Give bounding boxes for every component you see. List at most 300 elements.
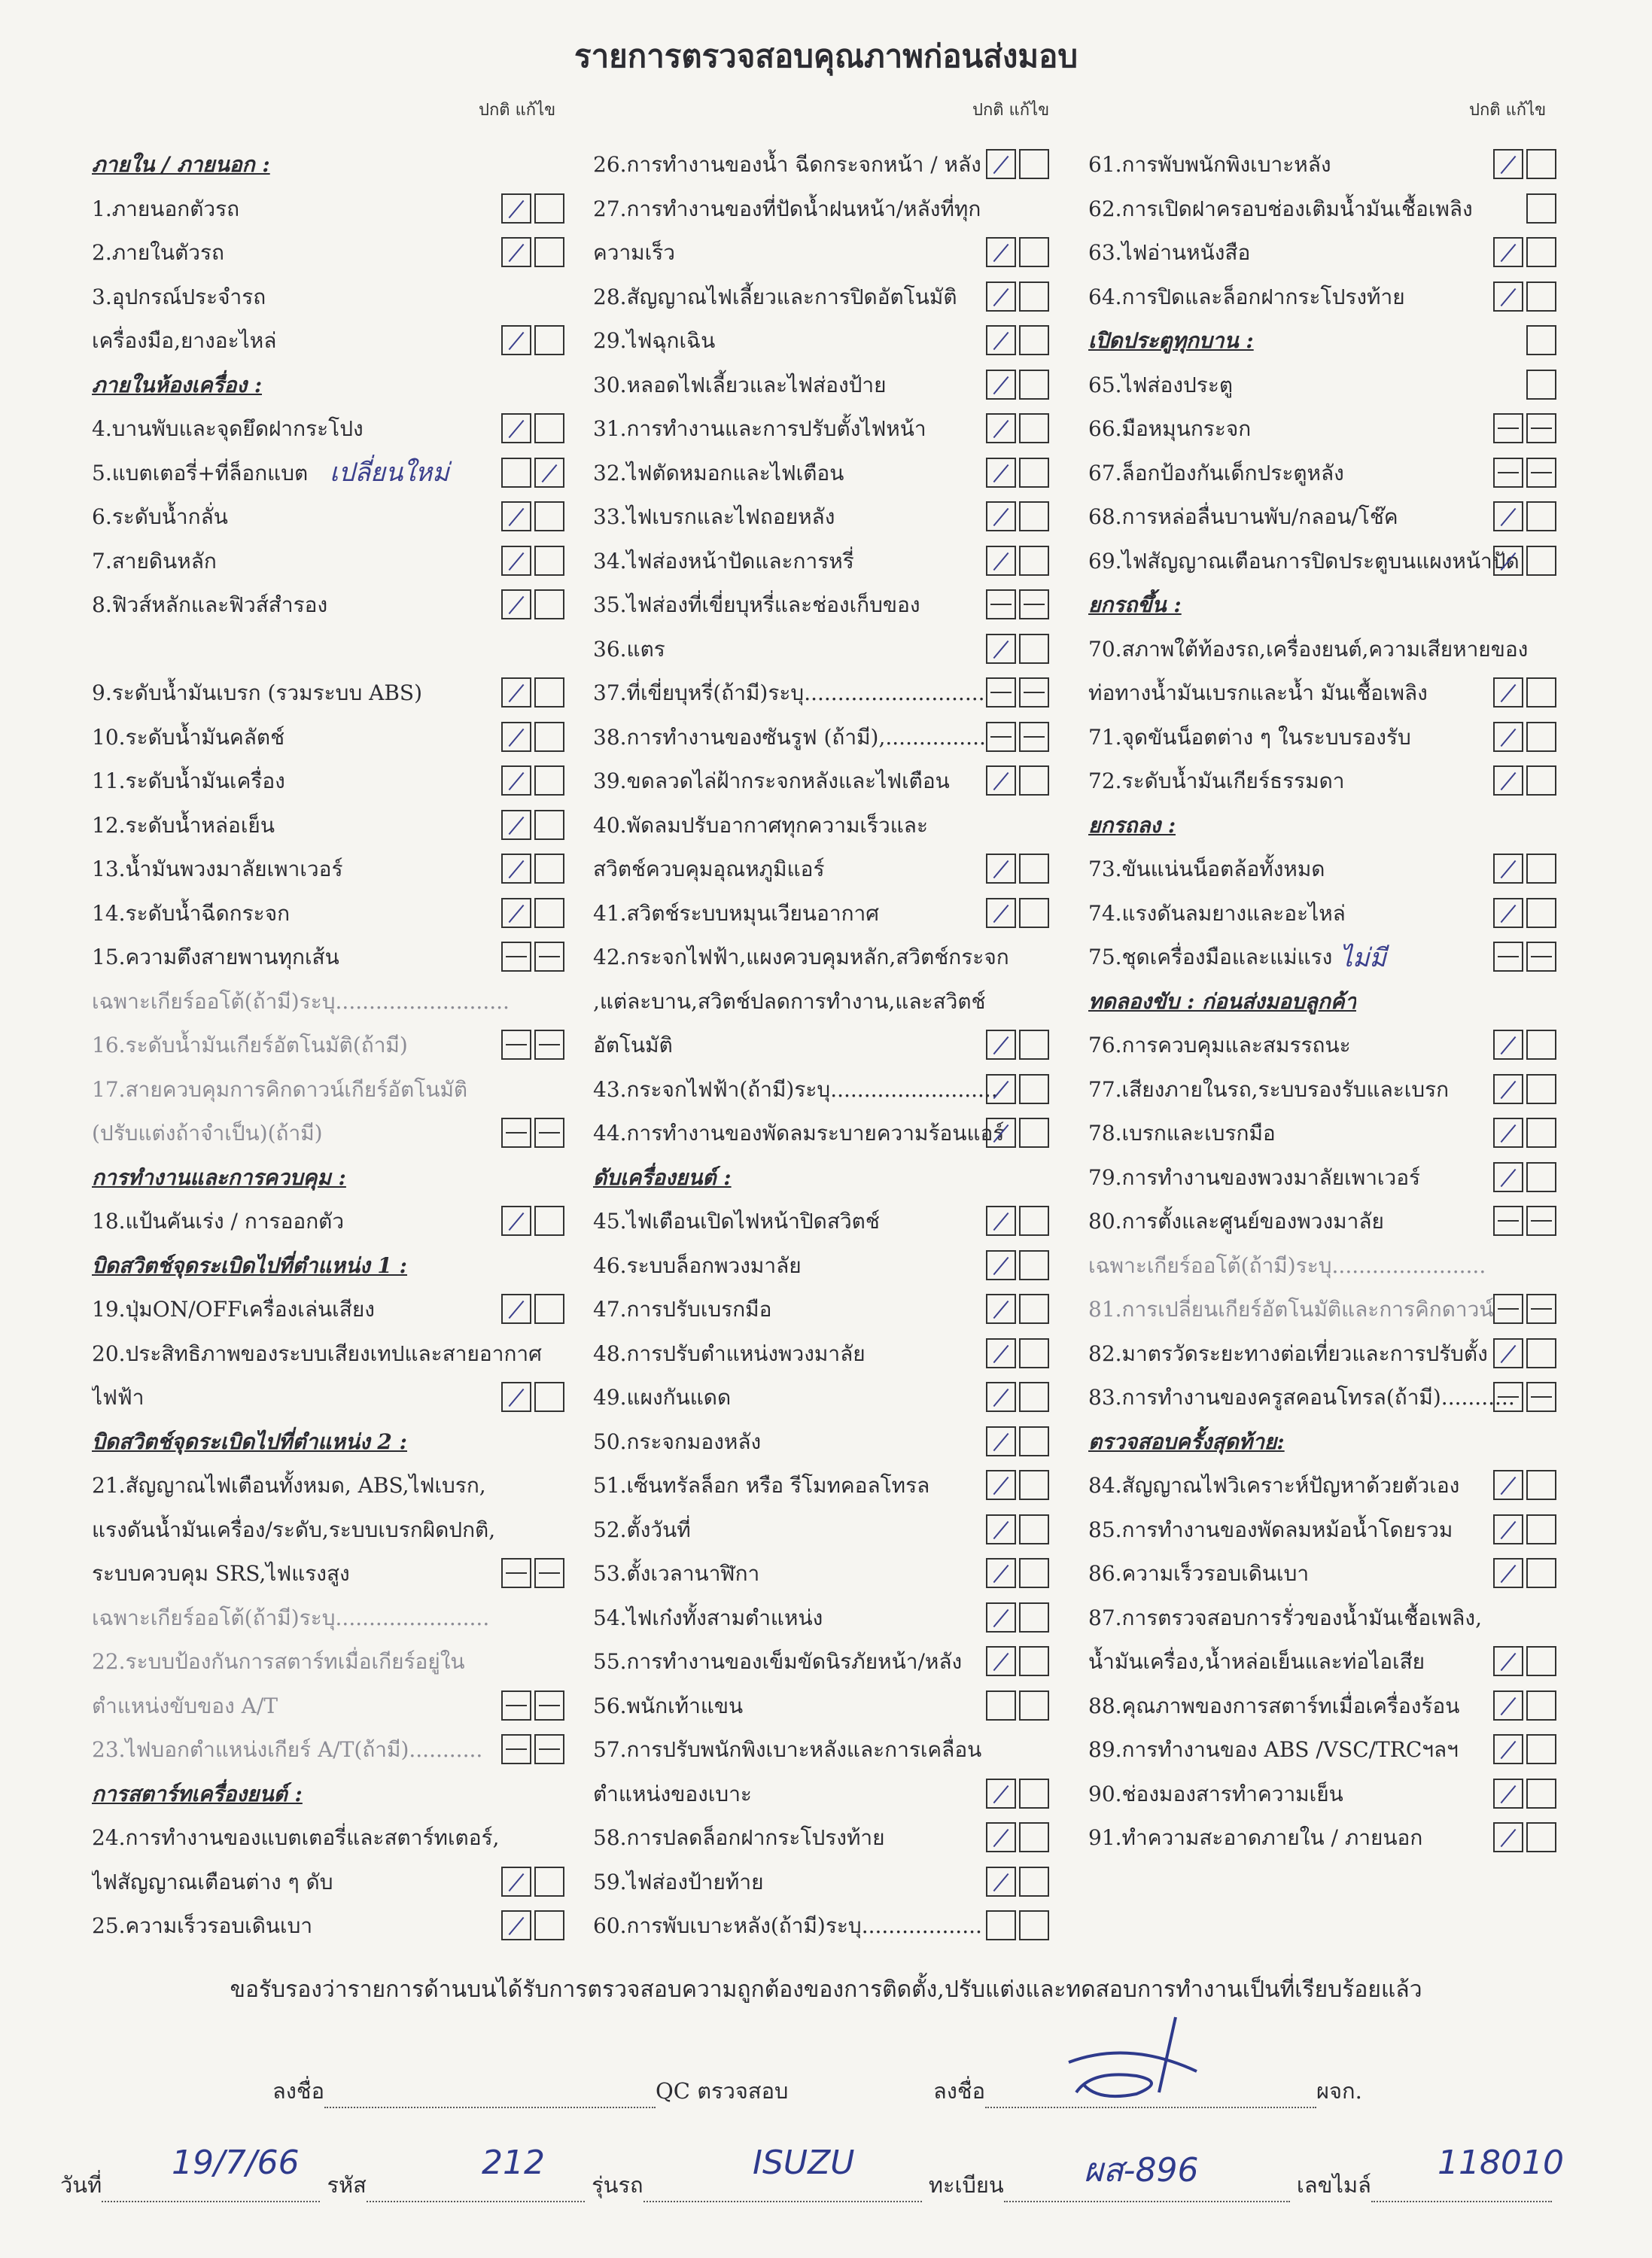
item-label: 13.น้ำมันพวงมาลัยเพาเวอร์ [92,857,343,882]
fix-checkbox[interactable] [534,193,564,224]
fix-checkbox[interactable] [534,1030,564,1060]
normal-checkbox[interactable] [986,1338,1016,1368]
section-heading [92,1156,564,1201]
normal-checkbox[interactable] [501,1294,531,1324]
normal-checkbox[interactable] [1493,765,1523,796]
fix-checkbox[interactable] [1019,589,1049,619]
fix-checkbox[interactable] [534,589,564,619]
checklist-item [92,231,564,275]
checklist-item [1088,364,1556,408]
checklist-item [92,407,564,452]
fix-checkbox[interactable] [1526,1690,1556,1721]
fix-checkbox[interactable] [1526,1470,1556,1500]
normal-checkbox[interactable] [986,413,1016,443]
fix-checkbox[interactable] [1019,458,1049,488]
checklist-item [593,671,1049,716]
fix-checkbox[interactable] [534,1867,564,1897]
fix-checkbox[interactable] [1019,1690,1049,1721]
checkbox-pair [986,1074,1049,1104]
checklist-item [1088,1244,1556,1289]
fix-checkbox[interactable] [1019,1558,1049,1588]
fix-checkbox[interactable] [534,501,564,531]
fix-checkbox[interactable] [534,810,564,840]
plate-label: ทะเบียน [928,2172,1004,2198]
fix-checkbox[interactable] [1019,1338,1049,1368]
checklist-item [1088,892,1556,936]
normal-checkbox[interactable] [501,458,531,488]
checklist-item [92,1112,564,1156]
item-label: 41.สวิตช์ระบบหมุนเวียนอากาศ [593,900,880,926]
checklist-item [593,1376,1049,1420]
item-label: ตำแหน่งขับของ A/T [92,1693,278,1718]
fix-checkbox[interactable] [1526,1734,1556,1764]
item-label: 59.ไฟส่องป้ายท้าย [593,1869,764,1894]
code-value: 212 [482,2144,545,2182]
fix-checkbox[interactable] [1526,1074,1556,1104]
normal-checkbox[interactable] [501,1734,531,1764]
normal-checkbox[interactable] [986,677,1016,708]
checklist-item [92,1684,564,1729]
normal-checkbox[interactable] [501,193,531,224]
fix-checkbox[interactable] [1019,1646,1049,1676]
fix-checkbox[interactable] [1526,281,1556,312]
checklist-item [1088,1288,1556,1332]
normal-checkbox[interactable] [1493,458,1523,488]
normal-checkbox[interactable] [986,589,1016,619]
normal-checkbox[interactable] [1493,677,1523,708]
checklist-item [593,319,1049,364]
normal-checkbox[interactable] [1493,1558,1523,1588]
normal-checkbox[interactable] [1493,854,1523,884]
normal-checkbox[interactable] [1493,1822,1523,1852]
item-label: เครื่องมือ,ยางอะไหล่ [92,328,277,354]
checkbox-pair [986,281,1049,312]
normal-checkbox[interactable] [1493,1206,1523,1236]
checkbox-pair [1526,193,1556,224]
fix-checkbox[interactable] [1019,413,1049,443]
checkbox-pair [986,501,1049,531]
item-label: 20.ประสิทธิภาพของระบบเสียงเทปและสายอากาศ [92,1340,542,1366]
fix-checkbox[interactable] [1019,1822,1049,1852]
fix-checkbox[interactable] [1019,1779,1049,1809]
normal-checkbox[interactable] [986,149,1016,179]
normal-checkbox[interactable] [501,810,531,840]
fix-checkbox[interactable] [1019,898,1049,928]
fix-checkbox[interactable] [1526,1206,1556,1236]
fix-checkbox[interactable] [534,1910,564,1940]
item-label: 2.ภายในตัวรถ [92,240,225,266]
fix-checkbox[interactable] [1526,1030,1556,1060]
checklist-item [92,1596,564,1641]
normal-checkbox[interactable] [1493,898,1523,928]
fix-checkbox[interactable] [1526,1822,1556,1852]
fix-checkbox[interactable] [534,458,564,488]
checklist-item [593,628,1049,672]
normal-checkbox[interactable] [501,589,531,619]
normal-checkbox[interactable] [1493,501,1523,531]
fix-checkbox[interactable] [1526,854,1556,884]
checkbox-pair [986,1646,1049,1676]
normal-checkbox[interactable] [1493,1074,1523,1104]
normal-checkbox[interactable] [986,1470,1016,1500]
fix-checkbox[interactable] [1526,1382,1556,1412]
fix-checkbox[interactable] [1526,413,1556,443]
normal-checkbox[interactable] [986,1779,1016,1809]
checklist-item [1088,1816,1556,1861]
fix-checkbox[interactable] [1526,458,1556,488]
normal-checkbox[interactable] [1526,325,1556,355]
fix-checkbox[interactable] [534,722,564,752]
normal-checkbox[interactable] [986,1558,1016,1588]
checklist-item [92,1816,564,1861]
checklist-item [92,980,564,1024]
checklist-item [92,1861,564,1905]
item-label: ไฟฟ้า [92,1385,145,1410]
item-label: 30.หลอดไฟเลี้ยวและไฟส่องป้าย [593,372,887,397]
normal-checkbox[interactable] [986,1250,1016,1280]
item-label: 67.ล็อกป้องกันเด็กประตูหลัง [1088,460,1344,485]
fix-checkbox[interactable] [534,325,564,355]
normal-checkbox[interactable] [986,722,1016,752]
normal-checkbox[interactable] [986,1030,1016,1060]
checkbox-pair [1493,1074,1556,1104]
item-label: 66.มือหมุนกระจก [1088,416,1252,442]
normal-checkbox[interactable] [986,1382,1016,1412]
fix-checkbox[interactable] [534,237,564,267]
fix-checkbox[interactable] [1019,370,1049,400]
fix-checkbox[interactable] [1019,1206,1049,1236]
fix-checkbox[interactable] [534,413,564,443]
normal-checkbox[interactable] [986,325,1016,355]
checkbox-pair [986,1602,1049,1633]
checkbox-pair [986,1779,1049,1809]
checklist-item [1088,1773,1556,1817]
normal-checkbox[interactable] [986,1690,1016,1721]
fix-checkbox[interactable] [1019,1074,1049,1104]
normal-checkbox[interactable] [501,1558,531,1588]
model-label: รุ่นรถ [592,2172,643,2198]
checklist-item [92,1068,564,1112]
item-label: 24.การทำงานของแบตเตอรี่และสตาร์ทเตอร์, [92,1825,500,1851]
item-label: 5.แบตเตอรี่+ที่ล็อกแบต [92,460,309,485]
normal-checkbox[interactable] [501,854,531,884]
checkbox-pair [501,1118,564,1148]
checkbox-pair [1493,1294,1556,1324]
fix-checkbox[interactable] [534,854,564,884]
fix-checkbox[interactable] [534,1382,564,1412]
checklist-item [593,1200,1049,1244]
item-label: 65.ไฟส่องประตู [1088,372,1234,397]
item-label: 61.การพับพนักพิงเบาะหลัง [1088,152,1331,178]
item-label: 17.สายควบคุมการคิกดาวน์เกียร์อัตโนมัติ [92,1076,468,1102]
certification-statement: ขอรับรองว่ารายการด้านบนได้รับการตรวจสอบความถูกต้องของการติดตั้ง,ปรับแต่งและทดสอบการทำงานเป็นที่เรียบร้อยแล้ว [230,1977,1422,2003]
normal-checkbox[interactable] [1493,149,1523,179]
fix-checkbox[interactable] [534,1206,564,1236]
checklist-item [593,275,1049,320]
checkbox-pair [1493,1690,1556,1721]
normal-checkbox[interactable] [501,1910,531,1940]
normal-checkbox[interactable] [986,1118,1016,1148]
checkbox-pair [1493,1514,1556,1544]
normal-checkbox[interactable] [986,898,1016,928]
checklist-item [1088,1596,1556,1641]
normal-checkbox[interactable] [501,1690,531,1721]
normal-checkbox[interactable] [986,501,1016,531]
fix-checkbox[interactable] [1526,1162,1556,1192]
fix-checkbox[interactable] [534,898,564,928]
checkbox-pair [501,810,564,840]
fix-checkbox[interactable] [1019,1030,1049,1060]
checkbox-pair [1493,458,1556,488]
fix-checkbox[interactable] [534,1558,564,1588]
checklist-item [1088,1068,1556,1112]
fix-checkbox[interactable] [1526,1514,1556,1544]
normal-checkbox[interactable] [986,1646,1016,1676]
normal-checkbox[interactable] [1493,1382,1523,1412]
checklist-item [593,1464,1049,1508]
normal-checkbox[interactable] [986,281,1016,312]
normal-checkbox[interactable] [501,325,531,355]
fix-checkbox[interactable] [534,765,564,796]
normal-checkbox[interactable] [986,546,1016,576]
checkbox-pair [986,237,1049,267]
item-label: 19.ปุ่มON/OFFเครื่องเล่นเสียง [92,1297,375,1322]
checkbox-pair [501,589,564,619]
item-label: 42.กระจกไฟฟ้า,แผงควบคุมหลัก,สวิตช์กระจก [593,945,1009,970]
normal-checkbox[interactable] [501,1118,531,1148]
fix-checkbox[interactable] [1019,1118,1049,1148]
item-label: ภายใน / ภายนอก : [92,152,270,178]
fix-checkbox[interactable] [1019,1294,1049,1324]
normal-checkbox[interactable] [986,1822,1016,1852]
fix-checkbox[interactable] [534,677,564,708]
checkbox-pair [986,1910,1049,1940]
checkbox-pair [986,1514,1049,1544]
normal-checkbox[interactable] [986,370,1016,400]
normal-checkbox[interactable] [501,1206,531,1236]
normal-checkbox[interactable] [1493,413,1523,443]
checkbox-pair [501,1734,564,1764]
fix-checkbox[interactable] [1019,677,1049,708]
fix-checkbox[interactable] [1526,1558,1556,1588]
normal-checkbox[interactable] [501,546,531,576]
fix-checkbox[interactable] [1019,1514,1049,1544]
normal-checkbox[interactable] [501,765,531,796]
section-heading [92,1773,564,1817]
fix-checkbox[interactable] [1526,1338,1556,1368]
normal-checkbox[interactable] [1493,722,1523,752]
normal-checkbox[interactable] [501,1030,531,1060]
normal-checkbox[interactable] [986,1206,1016,1236]
checklist-item [92,1376,564,1420]
fix-checkbox[interactable] [1019,501,1049,531]
fix-checkbox[interactable] [1526,1118,1556,1148]
handwritten-note-battery: เปลี่ยนใหม่ [330,458,449,488]
fix-checkbox[interactable] [1019,149,1049,179]
normal-checkbox[interactable] [1526,370,1556,400]
item-label: 70.สภาพใต้ท้องรถ,เครื่องยนต์,ความเสียหายของ [1088,636,1529,662]
normal-checkbox[interactable] [1493,1690,1523,1721]
fix-checkbox[interactable] [1019,854,1049,884]
fix-checkbox[interactable] [1526,501,1556,531]
checkbox-pair [1493,1822,1556,1852]
checkbox-pair [1493,765,1556,796]
normal-checkbox[interactable] [986,1426,1016,1456]
normal-checkbox[interactable] [986,1602,1016,1633]
normal-checkbox[interactable] [986,1867,1016,1897]
fix-checkbox[interactable] [1526,546,1556,576]
normal-checkbox[interactable] [1493,1338,1523,1368]
normal-checkbox[interactable] [986,1514,1016,1544]
item-label: 52.ตั้งวันที่ [593,1517,691,1542]
checkbox-pair [986,1822,1049,1852]
normal-checkbox[interactable] [501,237,531,267]
item-label: 37.ที่เขี่ยบุหรี่(ถ้ามี)ระบุ........................... [593,680,985,706]
normal-checkbox[interactable] [501,942,531,972]
normal-checkbox[interactable] [501,1867,531,1897]
checkbox-pair [986,1294,1049,1324]
checkbox-pair [986,1426,1049,1456]
fix-checkbox[interactable] [1526,677,1556,708]
item-label: 27.การทำงานของที่ปัดน้ำฝนหน้า/หลังที่ทุก [593,196,981,221]
item-label: 77.เสียงภายในรถ,ระบบรองรับและเบรก [1088,1076,1450,1102]
fix-checkbox[interactable] [1019,281,1049,312]
fix-checkbox[interactable] [1019,237,1049,267]
fix-checkbox[interactable] [534,1690,564,1721]
fix-checkbox[interactable] [1019,634,1049,664]
fix-checkbox[interactable] [1526,722,1556,752]
normal-checkbox[interactable] [1493,1779,1523,1809]
fix-checkbox[interactable] [534,1734,564,1764]
checkbox-pair [1493,546,1556,576]
normal-checkbox[interactable] [1493,942,1523,972]
fix-checkbox[interactable] [1019,325,1049,355]
normal-checkbox[interactable] [501,413,531,443]
normal-checkbox[interactable] [1493,546,1523,576]
normal-checkbox[interactable] [501,1382,531,1412]
normal-checkbox[interactable] [986,237,1016,267]
item-label: 85.การทำงานของพัดลมหม้อน้ำโดยรวม [1088,1517,1453,1542]
checklist-item [593,1552,1049,1596]
item-label: 35.ไฟส่องที่เขี่ยบุหรี่และช่องเก็บของ [593,592,920,618]
normal-checkbox[interactable] [986,1074,1016,1104]
normal-checkbox[interactable] [986,634,1016,664]
normal-checkbox[interactable] [986,458,1016,488]
normal-checkbox[interactable] [501,501,531,531]
checklist-item [1088,628,1556,672]
checkbox-pair [986,677,1049,708]
checklist-item [593,187,1049,232]
checkbox-pair [986,413,1049,443]
fix-checkbox[interactable] [1526,149,1556,179]
item-label: การทำงานและการควบคุม : [92,1164,346,1190]
fix-checkbox[interactable] [1526,1779,1556,1809]
normal-checkbox[interactable] [986,765,1016,796]
checkbox-pair [1493,1382,1556,1412]
item-label: 78.เบรกและเบรกมือ [1088,1121,1276,1146]
normal-checkbox[interactable] [1493,1514,1523,1544]
checkbox-pair [1493,1206,1556,1236]
fix-checkbox[interactable] [1019,1382,1049,1412]
item-label: 64.การปิดและล็อกฝากระโปรงท้าย [1088,284,1405,309]
fix-checkbox[interactable] [534,546,564,576]
fix-checkbox[interactable] [1526,942,1556,972]
fix-checkbox[interactable] [534,942,564,972]
normal-checkbox[interactable] [1526,193,1556,224]
checkbox-pair [1493,677,1556,708]
normal-checkbox[interactable] [1493,281,1523,312]
item-label: 16.ระดับน้ำมันเกียร์อัตโนมัติ(ถ้ามี) [92,1033,408,1058]
fix-checkbox[interactable] [1019,1250,1049,1280]
normal-checkbox[interactable] [986,1294,1016,1324]
fix-checkbox[interactable] [1526,1646,1556,1676]
fix-checkbox[interactable] [1019,1602,1049,1633]
qc-signature-line [272,2074,788,2108]
fix-checkbox[interactable] [1526,765,1556,796]
fix-checkbox[interactable] [534,1118,564,1148]
checkbox-pair [501,677,564,708]
fix-checkbox[interactable] [1019,765,1049,796]
fix-checkbox[interactable] [1019,1910,1049,1940]
normal-checkbox[interactable] [501,677,531,708]
fix-checkbox[interactable] [1019,1470,1049,1500]
item-label: (ปรับแต่งถ้าจำเป็น)(ถ้ามี) [92,1121,323,1146]
normal-checkbox[interactable] [986,854,1016,884]
fix-checkbox[interactable] [1019,1867,1049,1897]
item-label: 21.สัญญาณไฟเตือนทั้งหมด, ABS,ไฟเบรก, [92,1473,486,1499]
item-label: เฉพาะเกียร์ออโต้(ถ้ามี)ระบุ.......................... [92,988,510,1014]
checklist-item [1088,452,1556,496]
item-label: 63.ไฟอ่านหนังสือ [1088,240,1251,266]
normal-checkbox[interactable] [1493,1294,1523,1324]
normal-checkbox[interactable] [501,722,531,752]
checklist-item [1088,716,1556,760]
checklist-item [1088,936,1556,980]
normal-checkbox[interactable] [1493,1470,1523,1500]
fix-checkbox[interactable] [1526,237,1556,267]
checklist-item [593,495,1049,540]
normal-checkbox[interactable] [1493,237,1523,267]
item-label: 25.ความเร็วรอบเดินเบา [92,1913,313,1939]
normal-checkbox[interactable] [501,898,531,928]
fix-checkbox[interactable] [1526,898,1556,928]
item-label: เปิดประตูทุกบาน : [1088,328,1254,354]
fix-checkbox[interactable] [1019,722,1049,752]
checkbox-pair [1493,854,1556,884]
checklist-item [593,1640,1049,1684]
checkbox-pair [501,854,564,884]
form-title: รายการตรวจสอบคุณภาพก่อนส่งมอบ [574,38,1078,75]
normal-checkbox[interactable] [1493,1162,1523,1192]
checkbox-pair [986,1470,1049,1500]
mileage-value: 118010 [1438,2144,1564,2182]
fix-checkbox[interactable] [534,1294,564,1324]
normal-checkbox[interactable] [1493,1118,1523,1148]
normal-checkbox[interactable] [986,1910,1016,1940]
checklist-item [92,671,564,716]
checklist-item [92,1332,564,1377]
fix-checkbox[interactable] [1019,546,1049,576]
normal-checkbox[interactable] [1493,1646,1523,1676]
normal-checkbox[interactable] [1493,1030,1523,1060]
checklist-item [593,452,1049,496]
item-label: 48.การปรับตำแหน่งพวงมาลัย [593,1340,866,1366]
fix-checkbox[interactable] [1019,1426,1049,1456]
normal-checkbox[interactable] [1493,1734,1523,1764]
item-label: 45.ไฟเตือนเปิดไฟหน้าปิดสวิตช์ [593,1209,880,1234]
fix-checkbox[interactable] [1526,1294,1556,1324]
checkbox-pair [1493,1558,1556,1588]
